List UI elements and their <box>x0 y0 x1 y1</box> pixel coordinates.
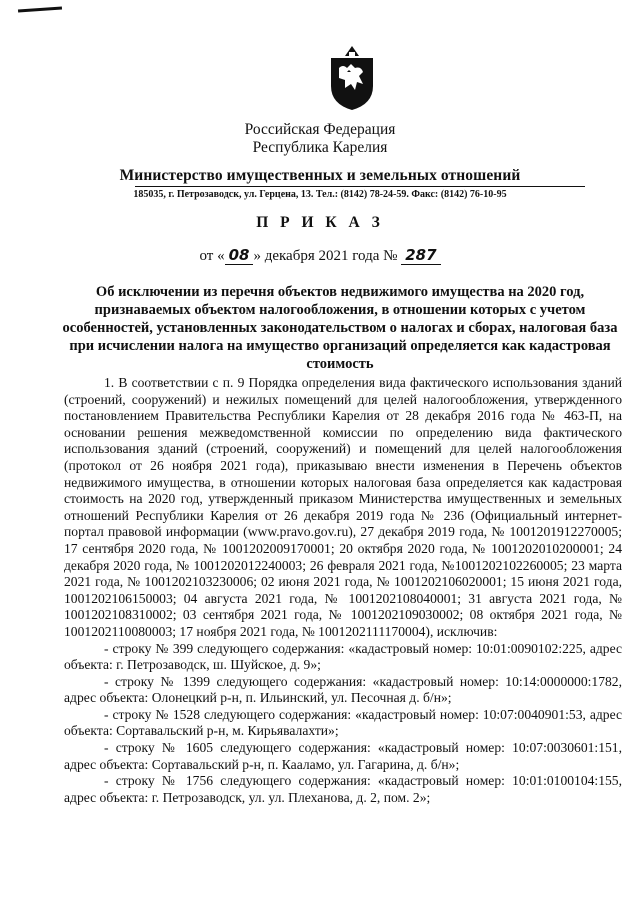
list-item: - строку № 1756 следующего содержания: «кадастровый номер: 10:01:0100104:155, адрес объекта: г. Петрозаводск, ул. ул. Плеханова, д. 2, пом. 2»; <box>64 773 622 805</box>
list-item: - строку № 1528 следующего содержания: «кадастровый номер: 10:07:0040901:53, адрес объекта: Сортавальский р-н, м. Кирьявалахти»; <box>64 706 622 739</box>
order-number: 287 <box>401 246 440 265</box>
ministry-address: 185035, г. Петрозаводск, ул. Герцена, 13. Тел.: (8142) 78-24-59. Факс: (8142) 76-10-95 <box>133 189 507 200</box>
republic-name: Республика Карелия <box>252 139 388 156</box>
list-item: - строку № 1605 следующего содержания: «кадастровый номер: 10:07:0030601:151, адрес объекта: Сортавальский р-н, п. Кааламо, ул. Гагарина, д. б/н»; <box>64 740 622 772</box>
order-day: 08 <box>225 246 254 265</box>
order-heading: П Р И К А З <box>256 214 384 231</box>
order-body <box>64 375 622 806</box>
order-title: Об исключении из перечня объектов недвижимого имущества на 2020 год, признаваемых объектом налогообложения, в отношении которых с учетом особенностей, установленных законодательством о налогах и сборах, налоговая база при исчислении налога на имущество организаций определяется как кадастровая стоимость <box>62 284 618 372</box>
list-item: - строку № 1399 следующего содержания: «кадастровый номер: 10:14:0000000:1782, адрес объекта: Олонецкий р-н, п. Ильинский, ул. Песочная д. б/н»; <box>64 673 622 706</box>
list-item: - строку № 399 следующего содержания: «кадастровый номер: 10:01:0090102:225, адрес объекта: г. Петрозаводск, ш. Шуйское, д. 9»; <box>64 640 622 673</box>
date-prefix: от « <box>199 248 225 264</box>
scan-mark <box>18 6 62 12</box>
ministry-name: Министерство имущественных и земельных отношений <box>119 167 521 184</box>
date-middle: » декабря 2021 года № <box>253 248 398 264</box>
paragraph-1: 1. В соответствии с п. 9 Порядка определения вида фактического использования зданий (строений, сооружений) и нежилых помещений для целей налогообложения, утвержденного постановлением Правительства Республики Карелия от 28 декабря 2016 года № 463-П, на основании решения межведомственной комиссии по определению вида фактического использования зданий (строений, сооружений) и помещений для целей налогообложения (протокол от 26 ноября 2021 года), приказываю внести изменения в Перечень объектов недвижимого имущества, в отношении которых налоговая база определяется как кадастровая стоимость на 2020 год, утвержденный приказом Министерства имущественных и земельных отношений Республики Карелия от 26 декабря 2019 года № 236 (Официальный интернет-портал правовой информации (www.pravo.gov.ru), 27 декабря 2019 года, № 1001201912270005; 17 сентября 2020 года, № 1001202009170001; 20 октября 2020 года, № 1001202010200001; 24 декабря 2020 года, № 1001202012240003; 26 февраля 2021 года, №1001202102260005; 23 марта 2021 года, № 1001202103230006; 02 июня 2021 года, № 1001202106020001; 15 июня 2021 года, 1001202106150003; 04 августа 2021 года, № 1001202108040001; 31 августа 2021 года, № 1001202108310002; 03 сентября 2021 года, № 1001202109030002; 08 октября 2021 года, № 1001202110080003; 17 ноября 2021 года, № 1001202111170004), исключив: <box>64 375 622 639</box>
order-date-line <box>0 246 640 265</box>
karelia-coat-of-arms-icon <box>327 44 377 112</box>
header-divider <box>135 186 585 187</box>
country-name: Российская Федерация <box>244 121 396 138</box>
